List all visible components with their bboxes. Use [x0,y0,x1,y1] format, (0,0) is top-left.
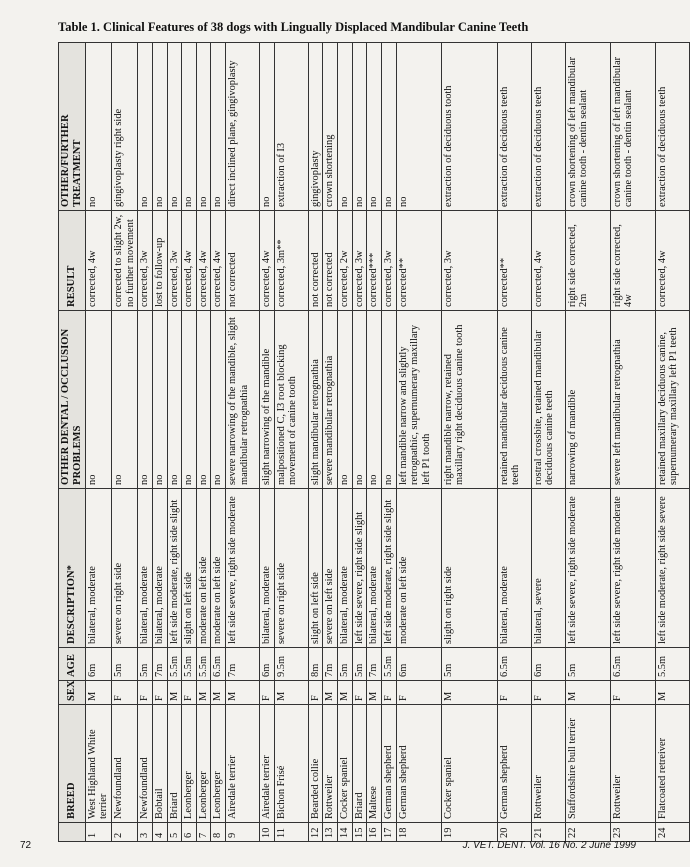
description-cell: bilateral, moderate [138,489,153,648]
sex-cell: M [367,681,382,705]
other-dental-cell: slight mandibular retrognathia [308,311,323,489]
table-row [211,43,226,842]
treatment-cell: no [396,43,441,211]
other-dental-cell: no [367,311,382,489]
description-cell: left side moderate, right side severe [655,489,689,648]
result-cell: right side corrected, 4w [610,211,655,311]
row-number: 19 [441,823,497,842]
result-cell: corrected, 4w [211,211,226,311]
treatment-cell: no [211,43,226,211]
page-number: 72 [20,840,32,851]
age-cell: 5m [138,648,153,681]
age-cell: 5.5m [182,648,197,681]
header-row [59,43,86,842]
row-number: 5 [167,823,182,842]
result-cell: corrected, 3w [352,211,367,311]
sex-cell: F [381,681,396,705]
result-cell: not corrected [308,211,323,311]
other-dental-cell: no [85,311,111,489]
row-number: 24 [655,823,689,842]
result-cell: corrected, 3m** [274,211,308,311]
row-number: 14 [338,823,353,842]
breed-cell: Rottweiler [610,705,655,823]
other-dental-cell: no [352,311,367,489]
row-number: 10 [260,823,275,842]
description-cell: moderate on left side [211,489,226,648]
other-dental-cell: no [152,311,167,489]
treatment-cell: extraction of deciduous teeth [497,43,531,211]
other-dental-cell: no [211,311,226,489]
result-cell: corrected, 4w [182,211,197,311]
breed-cell: Newfoundland [138,705,153,823]
treatment-cell: no [138,43,153,211]
other-dental-cell: rostral crossbite, retained mandibular deciduous canine teeth [531,311,565,489]
sex-cell: F [497,681,531,705]
row-number: 8 [211,823,226,842]
col-header-age: AGE [59,648,86,681]
breed-cell: West Highland White terrier [85,705,111,823]
other-dental-cell: narrowing of mandible [565,311,610,489]
age-cell: 5m [565,648,610,681]
description-cell: severe on right side [112,489,138,648]
other-dental-cell: no [138,311,153,489]
sex-cell: M [565,681,610,705]
table-row [260,43,275,842]
breed-cell: German shepherd [497,705,531,823]
treatment-cell: direct inclined plane, gingivoplasty [226,43,260,211]
table-row [610,43,655,842]
breed-cell: Newfoundland [112,705,138,823]
sex-cell: M [226,681,260,705]
age-cell: 6m [531,648,565,681]
col-header-description: DESCRIPTION* [59,489,86,648]
col-header-breed: BREED [59,705,86,823]
result-cell: not corrected [226,211,260,311]
row-number: 11 [274,823,308,842]
breed-cell: Rottweiler [323,705,338,823]
treatment-cell: no [167,43,182,211]
description-cell: slight on left side [308,489,323,648]
sex-cell: F [152,681,167,705]
breed-cell: Flatcoated retreiver [655,705,689,823]
result-cell: corrected to slight 2w, no further movement [112,211,138,311]
sex-cell: M [211,681,226,705]
sex-cell: F [112,681,138,705]
other-dental-cell: malpositioned C, I3 root blocking movement of canine tooth [274,311,308,489]
treatment-cell: extraction of deciduous tooth [441,43,497,211]
treatment-cell: no [260,43,275,211]
col-header-sex: SEX [59,681,86,705]
other-dental-cell: no [167,311,182,489]
col-header-result: RESULT [59,211,86,311]
table-row [182,43,197,842]
table-row [396,43,441,842]
age-cell: 5.5m [196,648,211,681]
breed-cell: Cocker spaniel [338,705,353,823]
row-number: 9 [226,823,260,842]
row-number: 7 [196,823,211,842]
description-cell: moderate on left side [396,489,441,648]
table-row [497,43,531,842]
description-cell: bilateral, moderate [497,489,531,648]
sex-cell: M [655,681,689,705]
sex-cell: F [138,681,153,705]
result-cell: not corrected [323,211,338,311]
breed-cell: Rottweiler [531,705,565,823]
age-cell: 7m [323,648,338,681]
other-dental-cell: no [196,311,211,489]
description-cell: bilateral, moderate [338,489,353,648]
treatment-cell: no [381,43,396,211]
table-row [152,43,167,842]
sex-cell: M [167,681,182,705]
description-cell: bilateral, moderate [367,489,382,648]
age-cell: 5.5m [381,648,396,681]
row-number: 4 [152,823,167,842]
description-cell: severe on left side [323,489,338,648]
sex-cell: F [260,681,275,705]
age-cell: 5m [112,648,138,681]
result-cell: corrected, 4w [260,211,275,311]
treatment-cell: extraction of I3 [274,43,308,211]
row-number: 13 [323,823,338,842]
breed-cell: Leonberger [182,705,197,823]
age-cell: 6.5m [610,648,655,681]
treatment-cell: crown shortening of left mandibular canine tooth - dentin sealant [565,43,610,211]
row-number: 2 [112,823,138,842]
clinical-features-table [58,42,690,842]
description-cell: left side moderate, right side slight [167,489,182,648]
breed-cell: Airedale terrier [260,705,275,823]
age-cell: 6m [396,648,441,681]
breed-cell: Maltese [367,705,382,823]
other-dental-cell: no [338,311,353,489]
treatment-cell: no [182,43,197,211]
description-cell: left side severe, right side moderate [610,489,655,648]
table-row [112,43,138,842]
sex-cell: F [610,681,655,705]
age-cell: 5.5m [167,648,182,681]
row-number: 15 [352,823,367,842]
description-cell: slight on right side [441,489,497,648]
other-dental-cell: no [112,311,138,489]
result-cell: corrected, 4w [85,211,111,311]
other-dental-cell: severe mandibular retrognathia [323,311,338,489]
treatment-cell: no [338,43,353,211]
age-cell: 7m [367,648,382,681]
rotated-table-frame [58,43,680,842]
sex-cell: F [396,681,441,705]
col-header-other-dental: OTHER DENTAL / OCCLUSION PROBLEMS [59,311,86,489]
description-cell: left side severe, right side moderate [565,489,610,648]
treatment-cell: crown shortening [323,43,338,211]
age-cell: 6m [85,648,111,681]
description-cell: left side severe, right side slight [352,489,367,648]
age-cell: 5m [352,648,367,681]
sex-cell: F [352,681,367,705]
table-row [441,43,497,842]
result-cell: corrected** [396,211,441,311]
age-cell: 9.5m [274,648,308,681]
treatment-cell: gingivoplasty right side [112,43,138,211]
result-cell: corrected, 3w [138,211,153,311]
sex-cell: M [85,681,111,705]
row-number: 3 [138,823,153,842]
treatment-cell: no [352,43,367,211]
table-row [323,43,338,842]
table-row [196,43,211,842]
row-number: 1 [85,823,111,842]
description-cell: bilateral, moderate [260,489,275,648]
table-row [352,43,367,842]
row-number: 21 [531,823,565,842]
sex-cell: M [274,681,308,705]
breed-cell: Bobtail [152,705,167,823]
breed-cell: Airedale terrier [226,705,260,823]
row-number: 22 [565,823,610,842]
table-row [167,43,182,842]
other-dental-cell: retained maxillary deciduous canine, supernumerary maxillary left P1 teeth [655,311,689,489]
treatment-cell: crown shortening of left mandibular canine tooth - dentin sealant [610,43,655,211]
sex-cell: M [338,681,353,705]
row-number: 17 [381,823,396,842]
result-cell: corrected, 3w [441,211,497,311]
col-header-treatment: OTHER/FURTHER TREATMENT [59,43,86,211]
age-cell: 5m [338,648,353,681]
description-cell: left side severe, right side moderate [226,489,260,648]
treatment-cell: gingivoplasty [308,43,323,211]
breed-cell: Briard [167,705,182,823]
result-cell: corrected, 3w [167,211,182,311]
row-number: 20 [497,823,531,842]
description-cell: moderate on left side [196,489,211,648]
breed-cell: German shepherd [396,705,441,823]
row-number: 23 [610,823,655,842]
description-cell: slight on left side [182,489,197,648]
table-title: Table 1. Clinical Features of 38 dogs with Lingually Displaced Mandibular Canine Teeth [58,20,529,34]
result-cell: corrected*** [367,211,382,311]
other-dental-cell: severe narrowing of the mandible, slight mandibular retrognathia [226,311,260,489]
result-cell: corrected** [497,211,531,311]
result-cell: corrected, 4w [196,211,211,311]
treatment-cell: no [367,43,382,211]
row-number: 16 [367,823,382,842]
treatment-cell: extraction of deciduous teeth [531,43,565,211]
breed-cell: Cocker spaniel [441,705,497,823]
age-cell: 8m [308,648,323,681]
age-cell: 7m [226,648,260,681]
age-cell: 6.5m [497,648,531,681]
table-row [531,43,565,842]
treatment-cell: no [152,43,167,211]
treatment-cell: no [85,43,111,211]
table-row [226,43,260,842]
table-row [308,43,323,842]
description-cell: severe on right side [274,489,308,648]
other-dental-cell: no [381,311,396,489]
breed-cell: Bearded collie [308,705,323,823]
table-row [367,43,382,842]
sex-cell: M [323,681,338,705]
breed-cell: German shepherd [381,705,396,823]
other-dental-cell: severe left mandibular retrognathia [610,311,655,489]
other-dental-cell: slight narrowing of the mandible [260,311,275,489]
age-cell: 5m [441,648,497,681]
description-cell: bilateral, severe [531,489,565,648]
breed-cell: Staffordshire bull terrier [565,705,610,823]
age-cell: 5.5m [655,648,689,681]
other-dental-cell: no [182,311,197,489]
description-cell: left side moderate, right side slight [381,489,396,648]
table-row [381,43,396,842]
table-row [85,43,111,842]
result-cell: corrected, 4w [655,211,689,311]
row-number: 12 [308,823,323,842]
breed-cell: Leonberger [211,705,226,823]
table-row [138,43,153,842]
description-cell: bilateral, moderate [152,489,167,648]
result-cell: corrected, 4w [531,211,565,311]
age-cell: 6m [260,648,275,681]
result-cell: corrected, 2w [338,211,353,311]
journal-citation: J. VET. DENT. Vol. 16 No. 2 June 1999 [462,840,636,851]
description-cell: bilateral, moderate [85,489,111,648]
sex-cell: M [196,681,211,705]
table-body [85,43,689,842]
age-cell: 7m [152,648,167,681]
treatment-cell: extraction of deciduous teeth [655,43,689,211]
result-cell: right side corrected, 2m [565,211,610,311]
breed-cell: Leonberger [196,705,211,823]
row-number: 18 [396,823,441,842]
row-number: 6 [182,823,197,842]
treatment-cell: no [196,43,211,211]
sex-cell: M [441,681,497,705]
table-row [338,43,353,842]
sex-cell: F [308,681,323,705]
result-cell: corrected, 3w [381,211,396,311]
other-dental-cell: left mandible narrow and slightly retrognathic, supernumerary maxillary left P1 tooth [396,311,441,489]
col-header-no [59,823,86,842]
other-dental-cell: retained mandibular deciduous canine teeth [497,311,531,489]
table-row [274,43,308,842]
table-row [655,43,689,842]
sex-cell: F [531,681,565,705]
result-cell: lost to follow-up [152,211,167,311]
table-row [565,43,610,842]
age-cell: 6.5m [211,648,226,681]
breed-cell: Briard [352,705,367,823]
other-dental-cell: right mandible narrow, retained maxillary right deciduous canine tooth [441,311,497,489]
sex-cell: F [182,681,197,705]
breed-cell: Bichon Frisé [274,705,308,823]
